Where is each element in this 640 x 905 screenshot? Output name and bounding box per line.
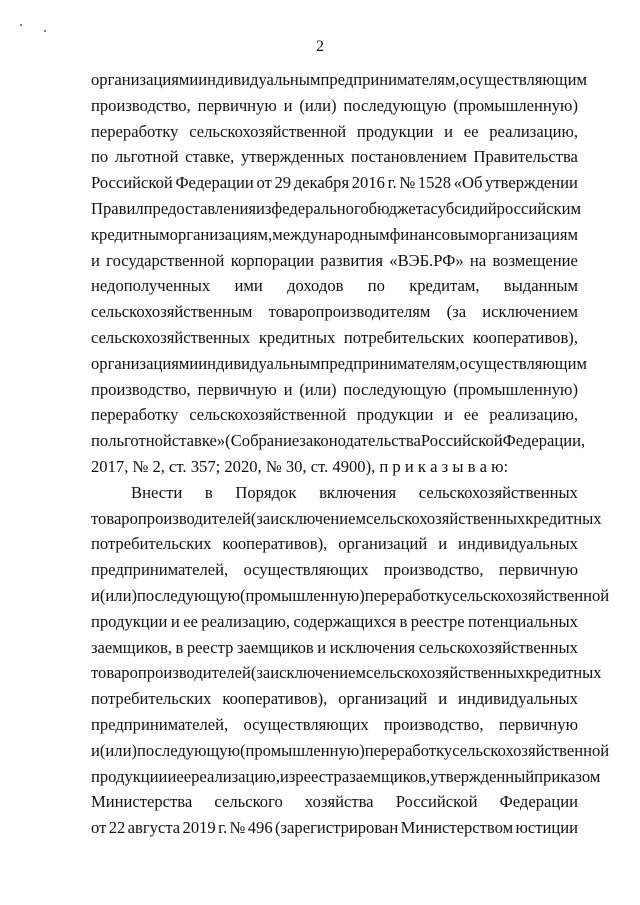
word: 2016 xyxy=(351,173,385,193)
word: федерального xyxy=(271,199,369,218)
word: производство, xyxy=(383,715,484,734)
word: по xyxy=(91,147,109,167)
word: индивидуальным xyxy=(198,70,321,89)
text-line xyxy=(91,686,578,712)
text-line xyxy=(91,119,578,145)
word: переработку xyxy=(364,740,453,760)
word: 1528 xyxy=(417,173,452,193)
word: законодательства xyxy=(299,431,421,451)
word: реализацию, xyxy=(489,121,578,141)
word: Российской xyxy=(395,792,478,812)
word: утверждении xyxy=(485,173,578,193)
word: потребительских xyxy=(343,328,465,347)
word: осуществляющим xyxy=(459,353,587,373)
word: развития xyxy=(320,250,383,270)
text-line xyxy=(91,815,578,841)
scan-speck xyxy=(44,30,46,32)
word: предпринимателей, xyxy=(91,560,229,580)
text-line xyxy=(91,660,602,686)
word: кредитным xyxy=(91,224,170,244)
word: осуществляющим xyxy=(459,70,587,89)
word: первичную xyxy=(498,560,578,580)
word: сельскохозяйственных xyxy=(418,637,578,657)
word: из xyxy=(255,199,272,218)
word: и xyxy=(91,250,100,270)
word: сельскохозяйственной xyxy=(452,740,610,760)
text-line xyxy=(91,67,587,93)
word: в xyxy=(204,482,213,502)
word: сельскохозяйственных xyxy=(418,482,578,502)
word: (за xyxy=(446,302,467,322)
word: в xyxy=(175,637,184,657)
word: и xyxy=(189,353,199,373)
text-line xyxy=(91,557,578,583)
text-line xyxy=(91,402,578,428)
word: исключения xyxy=(329,637,416,657)
text-line xyxy=(91,351,587,377)
word: возмещение xyxy=(492,250,578,270)
word: постановлением xyxy=(351,147,467,167)
word: 29 xyxy=(274,173,292,193)
word: переработку xyxy=(364,586,453,605)
word: кредитных xyxy=(525,508,602,528)
word: и xyxy=(444,121,453,141)
word: (промышленную) xyxy=(453,95,578,115)
word: Федерации xyxy=(499,792,578,812)
word: г. xyxy=(387,173,397,193)
word: недополученных xyxy=(91,276,211,296)
text-line xyxy=(91,609,578,635)
word: исключением xyxy=(270,508,366,528)
word: сельскохозяйственным xyxy=(91,302,253,322)
word: Внести xyxy=(131,482,183,502)
word: продукции xyxy=(91,766,168,786)
word: исключением xyxy=(482,302,578,322)
text-line xyxy=(91,506,602,532)
text-line xyxy=(91,738,610,764)
word: последующую xyxy=(136,586,240,605)
word: первичную xyxy=(197,379,277,399)
word: последующую xyxy=(343,95,447,115)
word: (за xyxy=(250,663,271,683)
word: «ВЭБ.РФ» xyxy=(389,250,464,270)
page-number: 2 xyxy=(316,38,324,55)
word: заемщиков xyxy=(236,637,314,657)
word: (или) xyxy=(299,379,337,399)
word: кредитам, xyxy=(409,276,480,296)
word: 496 xyxy=(247,818,273,838)
word: Порядок xyxy=(235,482,297,502)
word: 2019 xyxy=(182,818,216,838)
word: утвержденный xyxy=(430,766,535,786)
text-line: 2017, № 2, ст. 357; 2020, № 30, ст. 4900), п р и к а з ы в а ю: xyxy=(91,457,509,476)
word: (или) xyxy=(99,740,137,760)
text-line xyxy=(91,764,601,790)
word: потребительских xyxy=(91,534,212,554)
word: льготной xyxy=(114,147,179,167)
word: финансовым xyxy=(389,224,480,244)
word: субсидий xyxy=(430,199,497,218)
word: от xyxy=(91,818,107,838)
word: продукции xyxy=(91,611,168,631)
word: реестре xyxy=(410,611,465,631)
word: товаропроизводителей xyxy=(91,663,251,683)
word: и xyxy=(317,637,327,657)
word: предпринимателям, xyxy=(320,353,460,373)
text-line xyxy=(91,583,610,609)
word: и xyxy=(283,95,293,115)
word: заемщиков, xyxy=(91,637,172,657)
word: ее xyxy=(463,405,479,425)
word: производство, xyxy=(91,95,191,115)
word: Российской xyxy=(420,431,503,451)
word: производство, xyxy=(91,379,191,399)
word: декабря xyxy=(293,173,350,193)
text-line xyxy=(91,789,578,815)
word: (промышленную) xyxy=(453,379,578,399)
word: и xyxy=(438,689,448,709)
word: индивидуальным xyxy=(198,353,321,373)
word: (промышленную) xyxy=(239,740,365,760)
word: товаропроизводителей xyxy=(91,508,251,528)
word: сельскохозяйственной xyxy=(189,121,347,141)
word: (Собрание xyxy=(225,431,300,451)
word: (или) xyxy=(99,586,137,605)
text-line xyxy=(91,222,578,248)
word: содержащихся xyxy=(293,611,397,631)
word: осуществляющих xyxy=(243,715,369,734)
word: и xyxy=(438,534,448,554)
word: и xyxy=(170,611,180,631)
word: от xyxy=(256,173,272,193)
word: реестра xyxy=(295,766,350,786)
text-line xyxy=(91,93,578,119)
word: г. xyxy=(218,818,228,838)
word: (зарегистрирован xyxy=(274,818,399,838)
word: № xyxy=(229,818,246,838)
text-line xyxy=(91,325,578,351)
word: исключением xyxy=(270,663,366,683)
text-line xyxy=(91,196,581,222)
text-line xyxy=(91,377,578,403)
text-line xyxy=(91,299,578,325)
text-line xyxy=(91,170,578,196)
word: последующую xyxy=(343,379,447,399)
word: и xyxy=(283,379,293,399)
word: организациям xyxy=(479,224,578,244)
word: международным xyxy=(272,224,390,244)
text-line xyxy=(91,712,578,738)
word: из xyxy=(279,766,296,786)
word: сельскохозяйственной xyxy=(189,405,347,425)
word: (за xyxy=(250,508,271,528)
word: по xyxy=(367,276,385,296)
word: предпринимателям, xyxy=(320,70,460,89)
word: бюджета xyxy=(368,199,431,218)
text-line xyxy=(91,144,578,170)
word: ставке» xyxy=(171,431,226,451)
word: августа xyxy=(127,818,181,838)
text-line xyxy=(91,635,578,661)
text-line xyxy=(131,480,578,506)
word: № xyxy=(399,173,416,193)
word: льготной xyxy=(108,431,172,451)
word: кооперативов), xyxy=(222,534,328,554)
word: (или) xyxy=(299,95,337,115)
word: в xyxy=(399,611,408,631)
word: предоставления xyxy=(143,199,256,218)
word: ими xyxy=(234,276,263,296)
word: производство, xyxy=(383,560,484,580)
word: Правил xyxy=(91,199,144,218)
word: последующую xyxy=(136,740,240,760)
word: приказом xyxy=(534,766,601,786)
word: заемщиков, xyxy=(349,766,431,786)
word: хозяйства xyxy=(304,792,374,812)
word: «Об xyxy=(453,173,483,193)
word: Правительства xyxy=(473,147,578,167)
word: по xyxy=(91,431,109,451)
word: сельского xyxy=(214,792,283,812)
word: доходов xyxy=(287,276,344,296)
word: организациям xyxy=(91,70,190,89)
word: продукции xyxy=(356,405,434,425)
word: индивидуальных xyxy=(457,689,578,709)
word: индивидуальных xyxy=(457,534,578,554)
word: осуществляющих xyxy=(243,560,369,580)
word: кооперативов), xyxy=(222,689,328,709)
word: организаций xyxy=(338,689,428,709)
word: и xyxy=(444,405,453,425)
text-line xyxy=(91,248,578,274)
word: (промышленную) xyxy=(239,586,365,605)
word: организаций xyxy=(338,534,428,554)
word: кооперативов), xyxy=(473,328,578,347)
word: потребительских xyxy=(91,689,212,709)
text-line xyxy=(91,273,578,299)
word: продукции xyxy=(356,121,434,141)
word: корпорации xyxy=(230,250,315,270)
text-line xyxy=(91,531,578,557)
word: включения xyxy=(319,482,397,502)
word: потенциальных xyxy=(468,611,578,631)
word: ее xyxy=(183,611,198,631)
word: Министерства xyxy=(91,792,193,812)
word: сельскохозяйственных xyxy=(91,328,251,347)
word: реализацию, xyxy=(191,766,280,786)
word: реализацию, xyxy=(489,405,578,425)
word: кредитных xyxy=(258,328,336,347)
word: предпринимателей, xyxy=(91,715,229,734)
word: государственной xyxy=(106,250,225,270)
word: на xyxy=(469,250,487,270)
word: Российской xyxy=(91,173,173,193)
word: и xyxy=(91,740,100,760)
word: реализацию, xyxy=(201,611,291,631)
word: товаропроизводителям xyxy=(268,302,431,322)
word: сельскохозяйственной xyxy=(452,586,610,605)
word: и xyxy=(91,586,100,605)
word: и xyxy=(167,766,177,786)
word: российским xyxy=(496,199,581,218)
word: кредитных xyxy=(525,663,602,683)
word: реестр xyxy=(186,637,234,657)
word: первичную xyxy=(498,715,578,734)
word: 22 xyxy=(108,818,126,838)
word: Министерством xyxy=(400,818,514,838)
word: выданным xyxy=(503,276,578,296)
word: и xyxy=(189,70,199,89)
scan-speck xyxy=(20,24,22,26)
word: ее xyxy=(176,766,192,786)
word: Федерации, xyxy=(502,431,586,451)
word: ставке, xyxy=(185,147,235,167)
word: сельскохозяйственных xyxy=(365,663,526,683)
word: первичную xyxy=(197,95,277,115)
word: юстиции xyxy=(515,818,578,838)
word: переработку xyxy=(91,121,179,141)
word: утвержденных xyxy=(240,147,345,167)
word: ее xyxy=(463,121,479,141)
word: организациям xyxy=(91,353,190,373)
text-line xyxy=(91,428,586,454)
word: переработку xyxy=(91,405,179,425)
word: сельскохозяйственных xyxy=(365,508,526,528)
word: организациям, xyxy=(169,224,273,244)
word: Федерации xyxy=(175,173,254,193)
